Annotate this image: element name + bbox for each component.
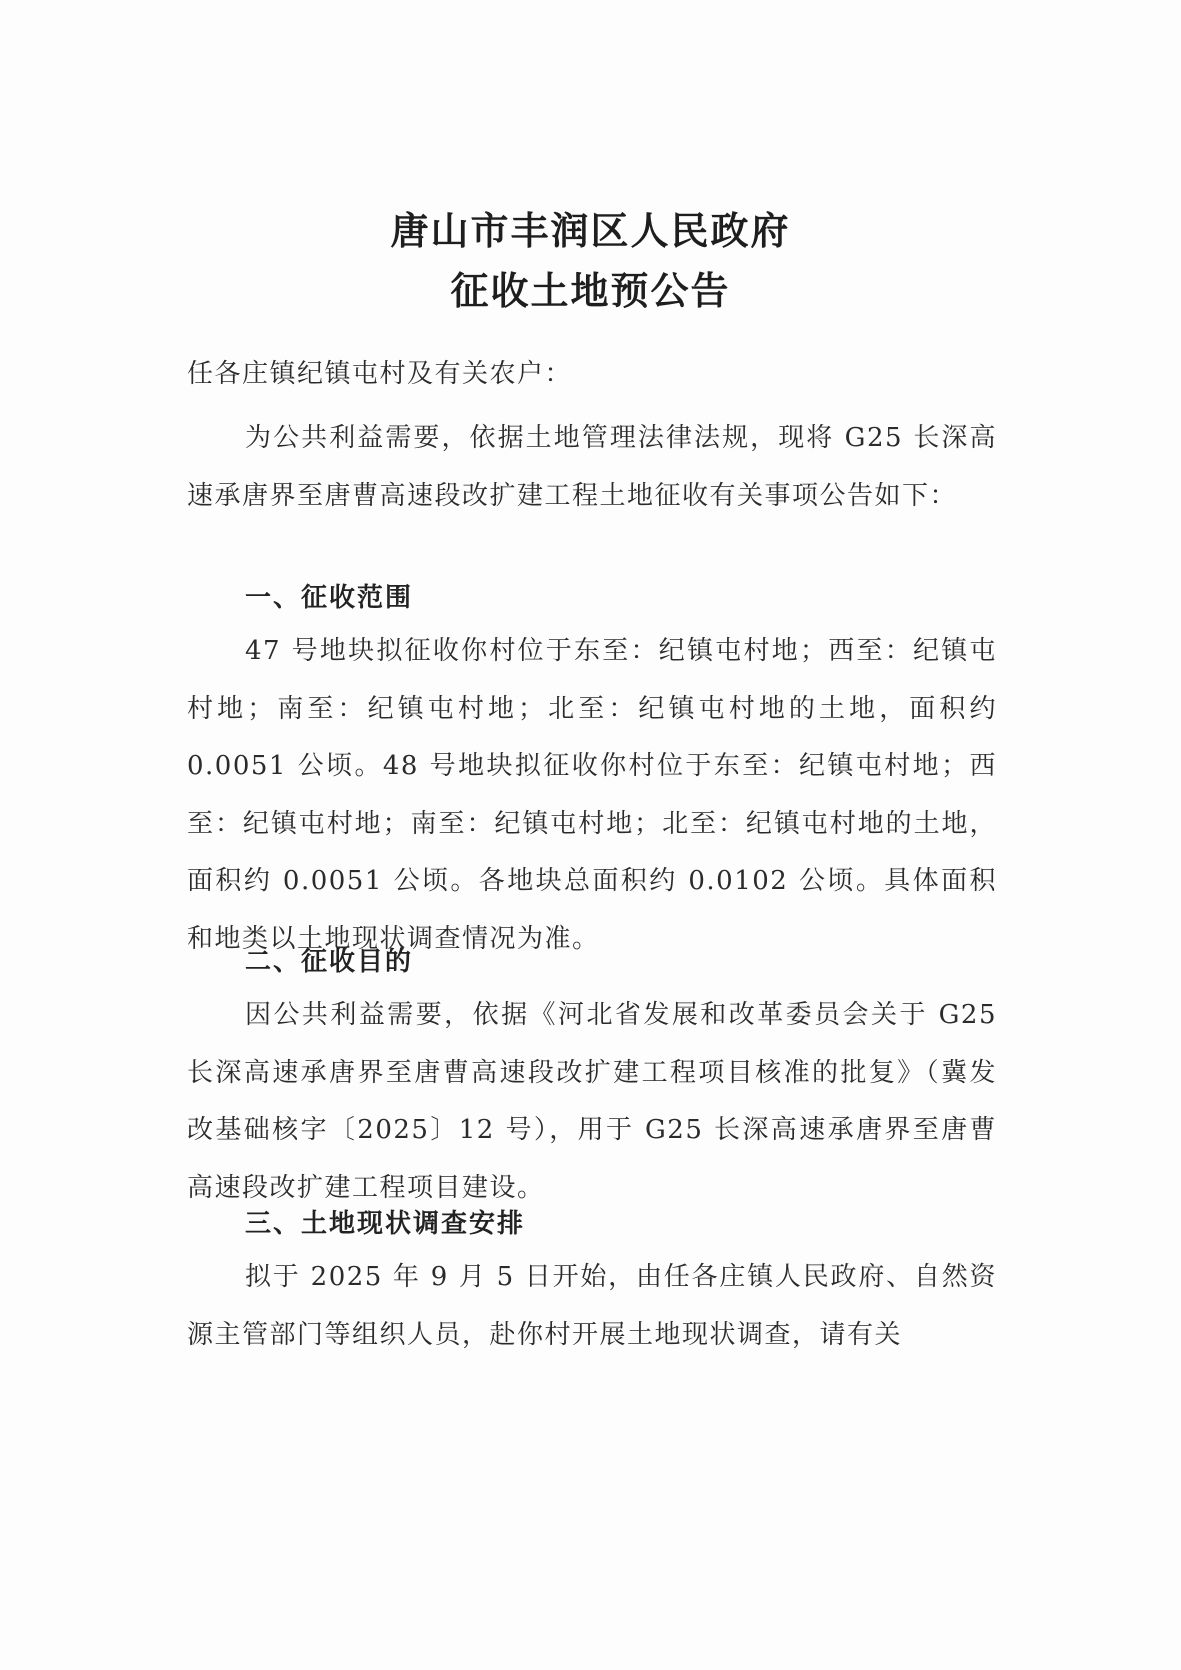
section3-heading: 三、土地现状调查安排 [245,1209,526,1239]
section1-heading: 一、征收范围 [245,583,414,613]
section2-paragraph: 因公共利益需要，依据《河北省发展和改革委员会关于 G25 长深高速承唐界至唐曹高速段改扩建工程项目核准的批复》（冀发改基础核字〔2025〕12 号），用于 G25 长深高速承唐界至唐曹高速段改扩建工程项目建设。 [187,1000,997,1203]
section1-paragraph: 47 号地块拟征收你村位于东至：纪镇屯村地；西至：纪镇屯村地；南至：纪镇屯村地；北至：纪镇屯村地的土地，面积约 0.0051 公顷。48 号地块拟征收你村位于东至：纪镇屯村地；西至：纪镇屯村地；南至：纪镇屯村地；北至：纪镇屯村地的土地，面积约 0.0051 公顷。各地块总面积约 0.0102 公顷。具体面积和地类以土地现状调查情况为准。 [187,636,997,954]
section2-heading: 二、征收目的 [245,947,414,977]
intro-paragraph: 为公共利益需要，依据土地管理法律法规，现将 G25 长深高速承唐界至唐曹高速段改扩建工程土地征收有关事项公告如下： [187,423,997,511]
document-title-line2: 征收土地预公告 [450,268,731,313]
salutation: 任各庄镇纪镇屯村及有关农户： [187,359,573,389]
section3-paragraph: 拟于 2025 年 9 月 5 日开始，由任各庄镇人民政府、自然资源主管部门等组织人员，赴你村开展土地现状调查，请有关 [187,1262,997,1350]
document-title-line1: 唐山市丰润区人民政府 [390,208,791,253]
